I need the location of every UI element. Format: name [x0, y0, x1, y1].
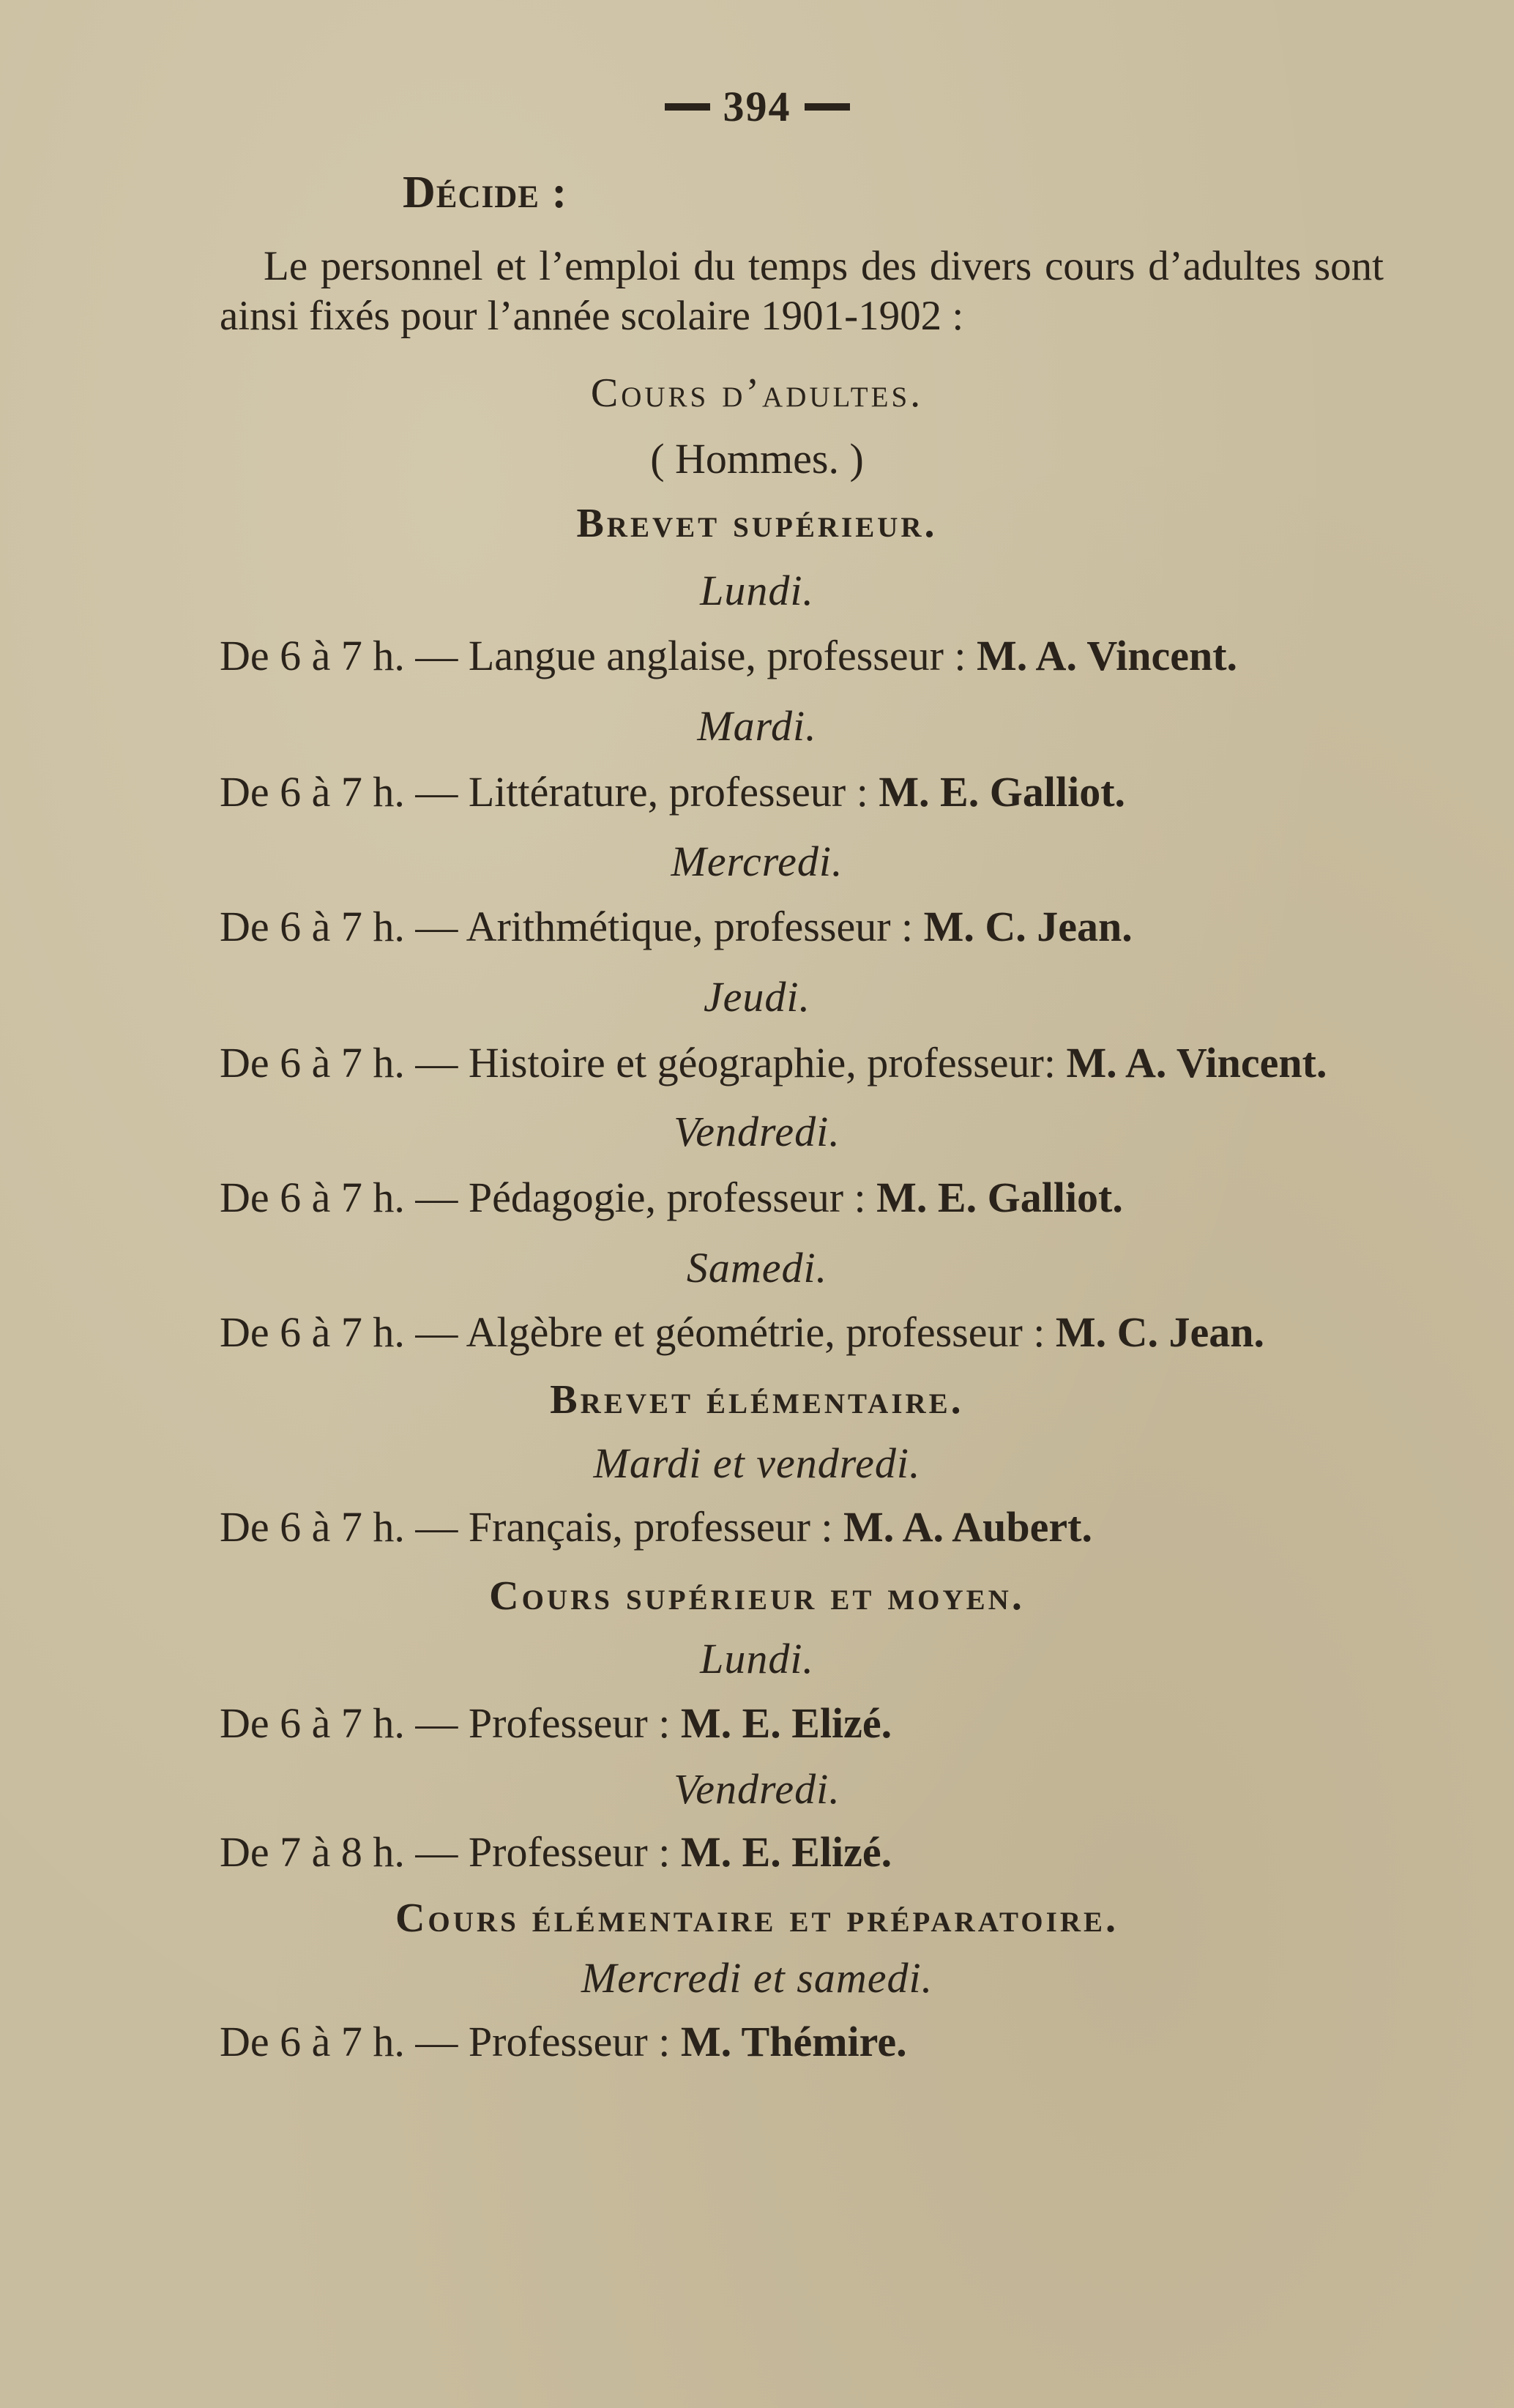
schedule-line [220, 631, 1376, 680]
schedule-line [220, 2017, 1376, 2066]
decide-heading: Décide : [403, 168, 568, 217]
teacher-name: M. A. Vincent. [977, 632, 1238, 679]
schedule-line [220, 767, 1376, 816]
teacher-name: M. Thémire. [680, 2018, 907, 2065]
day-label: Vendredi. [674, 1765, 840, 1813]
teacher-name: M. E. Elizé. [680, 1699, 892, 1747]
teacher-name: M. C. Jean. [1055, 1308, 1265, 1356]
heading-cours-elementaire: Cours élémentaire et préparatoire. [395, 1896, 1119, 1941]
schedule-line [220, 1038, 1376, 1087]
schedule-text: De 6 à 7 h. — Histoire et géographie, professeur: [220, 1039, 1056, 1086]
teacher-name: M. E. Elizé. [680, 1828, 892, 1876]
schedule-text: De 6 à 7 h. — Algèbre et géométrie, professeur : [220, 1308, 1045, 1356]
teacher-name: M. A. Aubert. [843, 1503, 1092, 1551]
page-number [0, 82, 1514, 131]
day-label: Vendredi. [674, 1108, 840, 1155]
heading-brevet-elementaire: Brevet élémentaire. [550, 1377, 964, 1423]
heading-brevet-superieur: Brevet supérieur. [576, 501, 938, 546]
day-label: Jeudi. [703, 973, 811, 1021]
rule-left [665, 103, 710, 111]
page-number-text: 394 [723, 83, 791, 130]
schedule-line [220, 1699, 1376, 1748]
teacher-name: M. C. Jean. [923, 903, 1133, 950]
heading-cours-superieur: Cours supérieur et moyen. [489, 1573, 1025, 1619]
schedule-text: De 6 à 7 h. — Français, professeur : [220, 1503, 833, 1551]
schedule-text: De 6 à 7 h. — Professeur : [220, 2018, 671, 2065]
day-label: Lundi. [700, 567, 814, 614]
subtitle: ( Hommes. ) [650, 435, 864, 482]
schedule-line [220, 1173, 1376, 1222]
schedule-text: De 6 à 7 h. — Pédagogie, professeur : [220, 1174, 866, 1221]
schedule-line [220, 902, 1376, 951]
day-label: Lundi. [700, 1635, 814, 1682]
schedule-line [220, 1502, 1376, 1551]
section-title: Cours d’adultes. [590, 370, 924, 416]
teacher-name: M. E. Galliot. [876, 1174, 1123, 1221]
rule-right [805, 103, 850, 111]
schedule-line [220, 1308, 1376, 1357]
schedule-text: De 6 à 7 h. — Arithmétique, professeur : [220, 903, 914, 950]
schedule-line [220, 1827, 1376, 1876]
intro-paragraph: Le personnel et l’emploi du temps des divers cours d’adultes sont ainsi fixés pour l’année scolaire 1901-1902 : [220, 243, 1384, 339]
day-label: Mardi. [697, 702, 817, 750]
teacher-name: M. E. Galliot. [879, 768, 1126, 816]
day-label: Mercredi et samedi. [581, 1954, 933, 2002]
schedule-text: De 6 à 7 h. — Professeur : [220, 1699, 671, 1747]
schedule-text: De 7 à 8 h. — Professeur : [220, 1828, 671, 1876]
schedule-text: De 6 à 7 h. — Littérature, professeur : [220, 768, 868, 816]
day-label: Mercredi. [671, 838, 843, 885]
schedule-text: De 6 à 7 h. — Langue anglaise, professeur : [220, 632, 966, 679]
day-label: Samedi. [686, 1244, 828, 1291]
teacher-name: M. A. Vincent. [1066, 1039, 1327, 1086]
day-label: Mardi et vendredi. [593, 1439, 921, 1487]
